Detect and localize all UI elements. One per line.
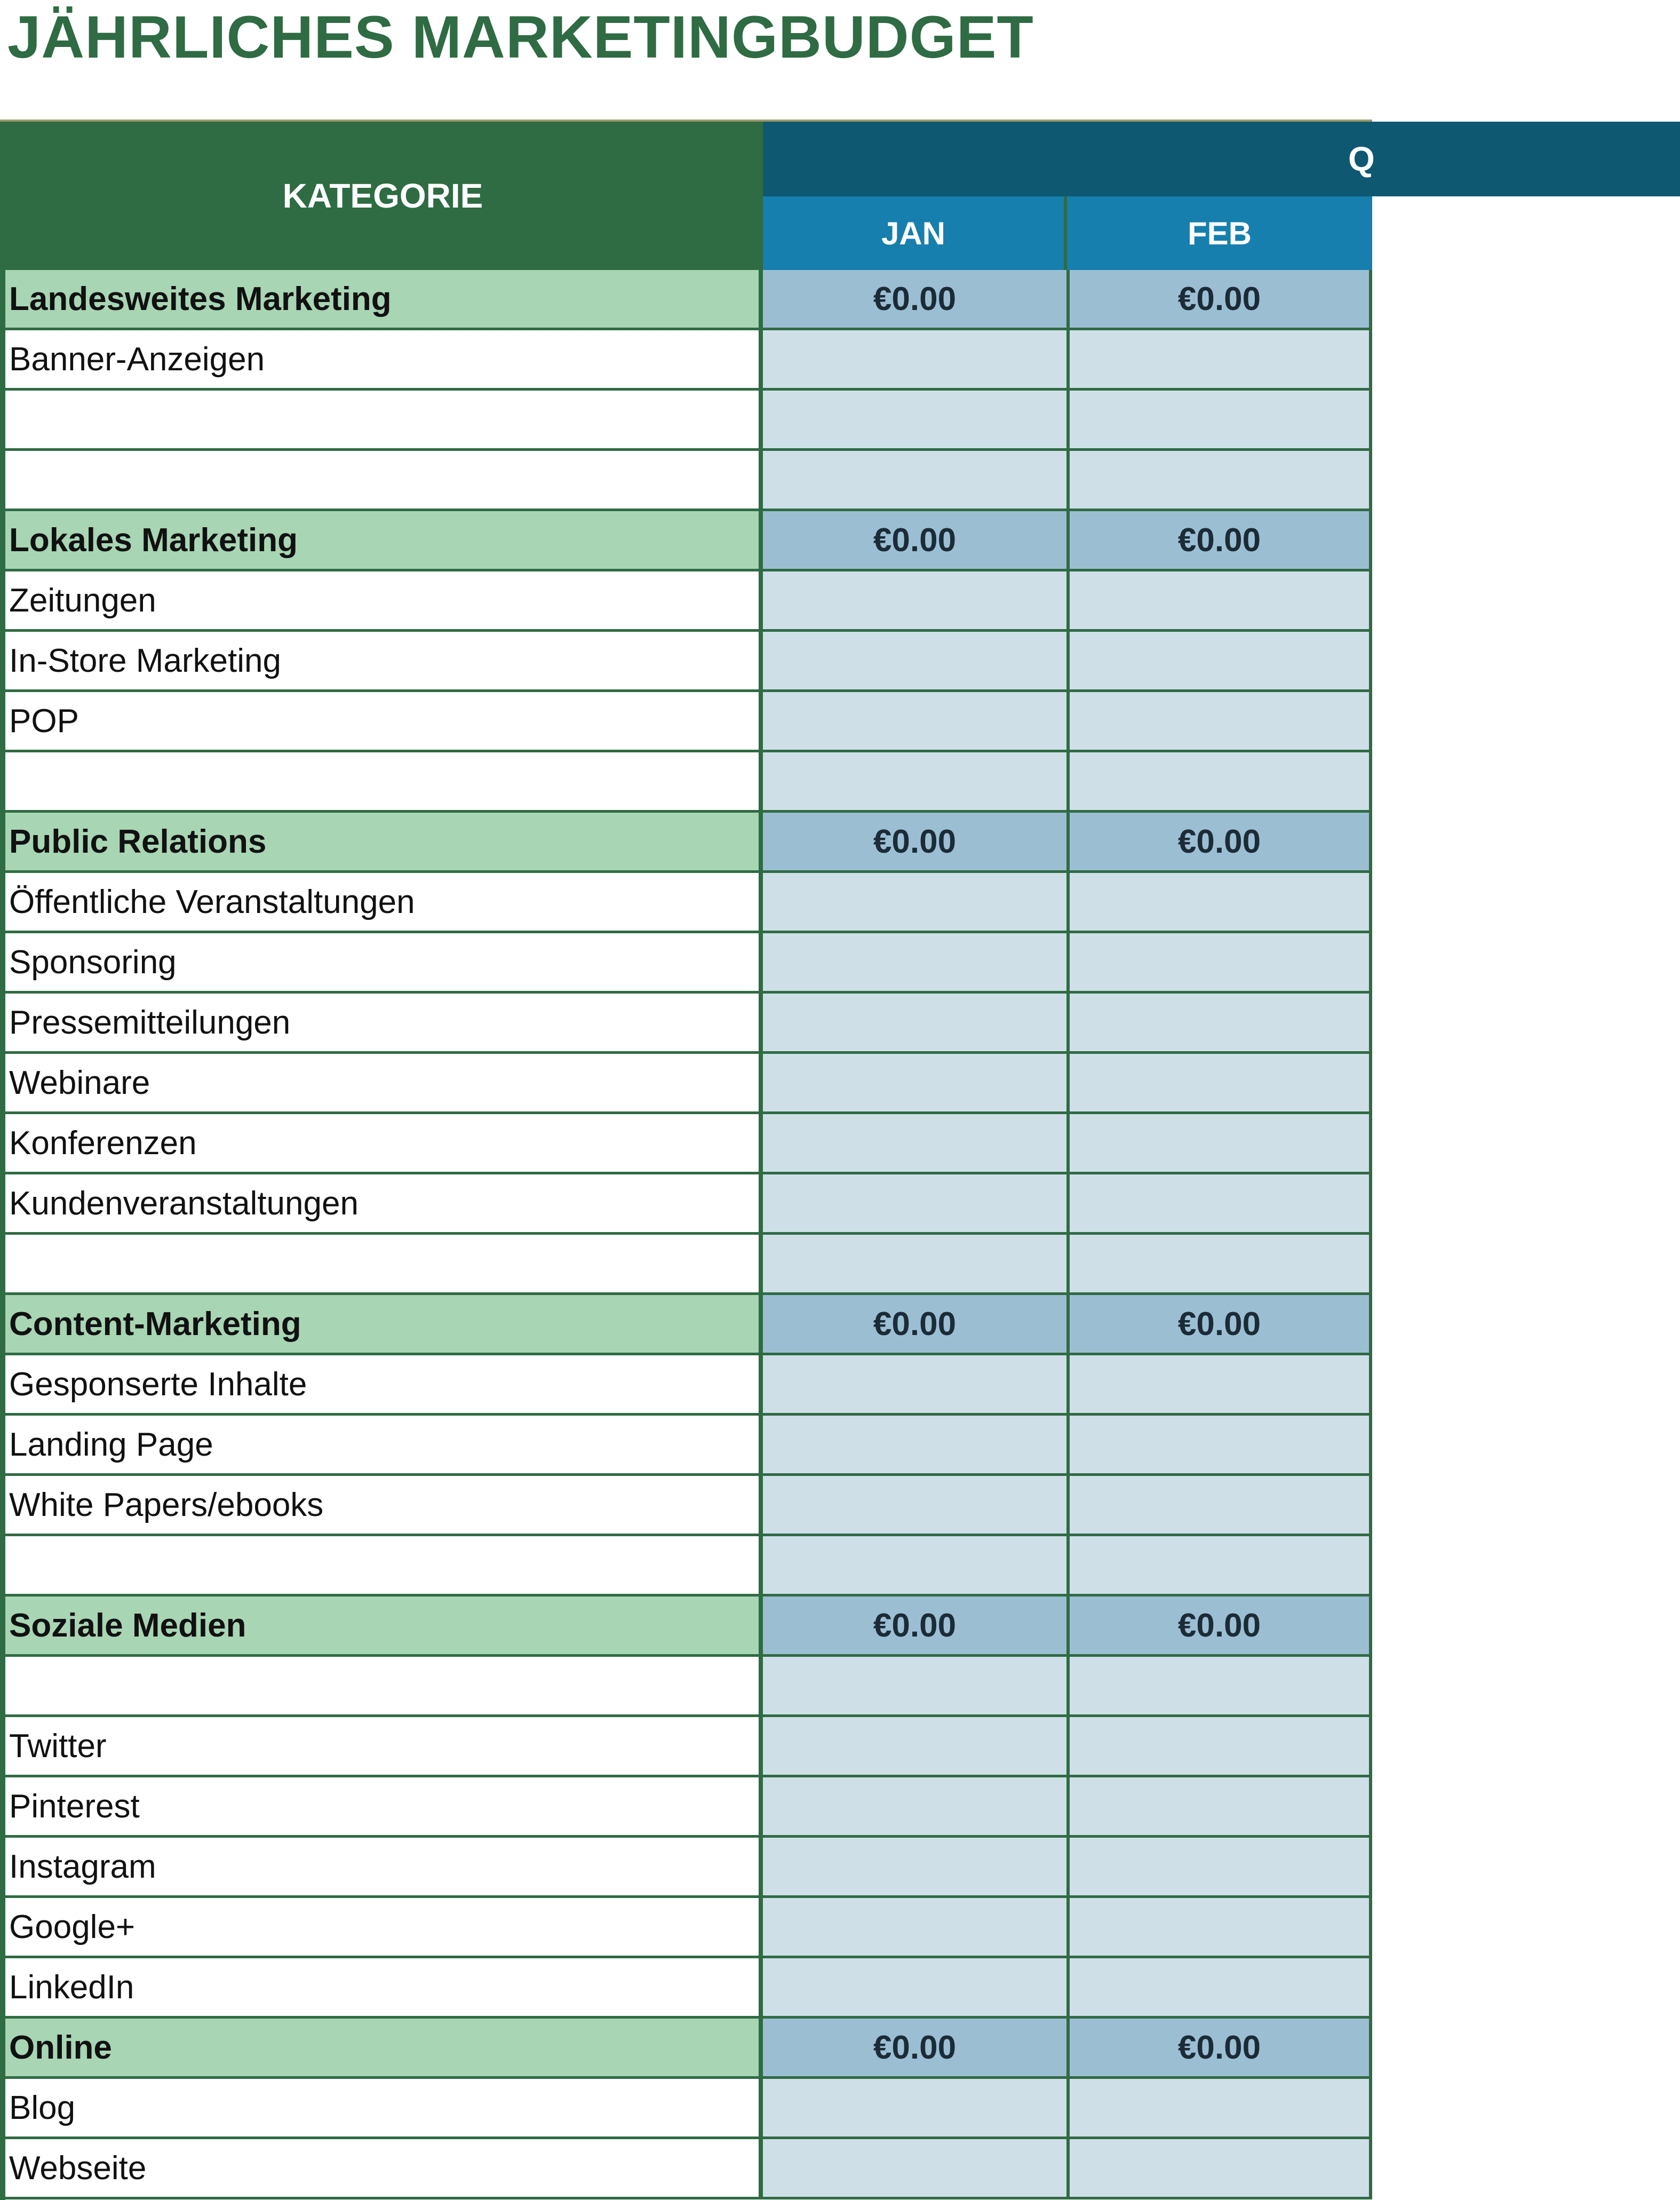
- item-value-jan[interactable]: [763, 571, 1070, 632]
- header-month-jan: JAN: [763, 196, 1067, 270]
- item-label[interactable]: Pinterest: [3, 1777, 763, 1838]
- table-row: [3, 1355, 1372, 1416]
- table-row: [3, 1416, 1372, 1476]
- item-value-jan[interactable]: [763, 1777, 1070, 1838]
- item-value-jan[interactable]: [763, 1657, 1070, 1717]
- item-label[interactable]: Twitter: [3, 1717, 763, 1777]
- header-quarter-label: Q: [1348, 140, 1375, 178]
- table-row: [3, 2139, 1372, 2199]
- item-label[interactable]: LinkedIn: [3, 1958, 763, 2019]
- group-total-feb[interactable]: €0.00: [1070, 2019, 1372, 2079]
- table-row: [3, 1536, 1372, 1597]
- table-row: [3, 752, 1372, 813]
- item-value-feb[interactable]: [1070, 752, 1372, 813]
- item-value-jan[interactable]: [763, 330, 1070, 391]
- table-row: [3, 571, 1372, 632]
- item-label[interactable]: [3, 451, 763, 511]
- item-value-jan[interactable]: [763, 1054, 1070, 1114]
- item-value-jan[interactable]: [763, 632, 1070, 692]
- group-row: [3, 1597, 1372, 1657]
- table-row: [3, 1174, 1372, 1235]
- item-label[interactable]: [3, 1536, 763, 1597]
- table-row: [3, 1114, 1372, 1174]
- group-label[interactable]: Content-Marketing: [3, 1295, 763, 1355]
- item-label[interactable]: Landing Page: [3, 1416, 763, 1476]
- table-row: [3, 1657, 1372, 1717]
- item-value-jan[interactable]: [763, 1958, 1070, 2019]
- item-value-feb[interactable]: [1070, 1958, 1372, 2019]
- item-label[interactable]: Öffentliche Veranstaltungen: [3, 873, 763, 933]
- item-value-jan[interactable]: [763, 1476, 1070, 1536]
- table-row: [3, 632, 1372, 692]
- item-value-jan[interactable]: [763, 1838, 1070, 1898]
- item-label[interactable]: Kundenveranstaltungen: [3, 1174, 763, 1235]
- item-label[interactable]: In-Store Marketing: [3, 632, 763, 692]
- item-label[interactable]: [3, 1235, 763, 1295]
- header-month-feb: FEB: [1067, 196, 1372, 270]
- item-label[interactable]: [3, 391, 763, 451]
- item-value-jan[interactable]: [763, 1536, 1070, 1597]
- item-label[interactable]: White Papers/ebooks: [3, 1476, 763, 1536]
- item-value-jan[interactable]: [763, 994, 1070, 1054]
- group-row: [3, 813, 1372, 873]
- item-label[interactable]: [3, 1657, 763, 1717]
- item-value-jan[interactable]: [763, 1898, 1070, 1958]
- table-row: [3, 451, 1372, 511]
- item-value-jan[interactable]: [763, 752, 1070, 813]
- item-value-feb[interactable]: [1070, 933, 1372, 994]
- item-value-feb[interactable]: [1070, 330, 1372, 391]
- item-value-feb[interactable]: [1070, 571, 1372, 632]
- item-label[interactable]: Konferenzen: [3, 1114, 763, 1174]
- item-value-feb[interactable]: [1070, 2139, 1372, 2199]
- group-total-jan[interactable]: €0.00: [763, 270, 1070, 330]
- item-label[interactable]: Sponsoring: [3, 933, 763, 994]
- item-value-feb[interactable]: [1070, 1657, 1372, 1717]
- item-value-feb[interactable]: [1070, 1898, 1372, 1958]
- group-row: [3, 2019, 1372, 2079]
- group-row: [3, 511, 1372, 571]
- item-value-feb[interactable]: [1070, 1355, 1372, 1416]
- table-row: [3, 2079, 1372, 2139]
- group-total-jan[interactable]: €0.00: [763, 1597, 1070, 1657]
- item-value-feb[interactable]: [1070, 1717, 1372, 1777]
- item-value-jan[interactable]: [763, 933, 1070, 994]
- item-value-jan[interactable]: [763, 692, 1070, 752]
- item-value-feb[interactable]: [1070, 1114, 1372, 1174]
- item-label[interactable]: [3, 752, 763, 813]
- item-value-feb[interactable]: [1070, 1416, 1372, 1476]
- item-value-feb[interactable]: [1070, 1235, 1372, 1295]
- item-label[interactable]: Google+: [3, 1898, 763, 1958]
- item-label[interactable]: Gesponserte Inhalte: [3, 1355, 763, 1416]
- header-category: [3, 122, 763, 270]
- table-row: [3, 1898, 1372, 1958]
- item-label[interactable]: Webseite: [3, 2139, 763, 2199]
- item-value-jan[interactable]: [763, 451, 1070, 511]
- table-row: [3, 391, 1372, 451]
- group-total-jan[interactable]: €0.00: [763, 813, 1070, 873]
- item-value-feb[interactable]: [1070, 692, 1372, 752]
- item-value-jan[interactable]: [763, 1355, 1070, 1416]
- table-row: [3, 994, 1372, 1054]
- group-label[interactable]: Online: [3, 2019, 763, 2079]
- group-total-feb[interactable]: €0.00: [1070, 1597, 1372, 1657]
- table-row: [3, 692, 1372, 752]
- item-value-feb[interactable]: [1070, 1838, 1372, 1898]
- table-row: [3, 873, 1372, 933]
- group-label[interactable]: Lokales Marketing: [3, 511, 763, 571]
- item-value-feb[interactable]: [1070, 2079, 1372, 2139]
- item-label[interactable]: Banner-Anzeigen: [3, 330, 763, 391]
- item-value-jan[interactable]: [763, 2079, 1070, 2139]
- item-value-feb[interactable]: [1070, 873, 1372, 933]
- item-value-jan[interactable]: [763, 2139, 1070, 2199]
- item-value-feb[interactable]: [1070, 1054, 1372, 1114]
- group-label[interactable]: Soziale Medien: [3, 1597, 763, 1657]
- table-row: [3, 1235, 1372, 1295]
- table-row: [3, 933, 1372, 994]
- group-total-jan[interactable]: €0.00: [763, 511, 1070, 571]
- item-label[interactable]: Blog: [3, 2079, 763, 2139]
- item-value-feb[interactable]: [1070, 1536, 1372, 1597]
- group-label[interactable]: Public Relations: [3, 813, 763, 873]
- table-row: [3, 1958, 1372, 2019]
- item-value-jan[interactable]: [763, 1114, 1070, 1174]
- item-value-feb[interactable]: [1070, 1777, 1372, 1838]
- item-value-feb[interactable]: [1070, 994, 1372, 1054]
- group-row: [3, 270, 1372, 330]
- table-row: [3, 1476, 1372, 1536]
- item-value-jan[interactable]: [763, 1235, 1070, 1295]
- item-value-jan[interactable]: [763, 1717, 1070, 1777]
- header-category-label: KATEGORIE: [282, 177, 483, 215]
- group-total-feb[interactable]: €0.00: [1070, 270, 1372, 330]
- item-value-feb[interactable]: [1070, 391, 1372, 451]
- item-value-feb[interactable]: [1070, 1476, 1372, 1536]
- table-row: [3, 1777, 1372, 1838]
- group-total-feb[interactable]: €0.00: [1070, 813, 1372, 873]
- item-value-jan[interactable]: [763, 873, 1070, 933]
- header-quarter: [763, 122, 1680, 196]
- item-value-jan[interactable]: [763, 1416, 1070, 1476]
- item-value-jan[interactable]: [763, 391, 1070, 451]
- group-row: [3, 1295, 1372, 1355]
- group-total-feb[interactable]: €0.00: [1070, 1295, 1372, 1355]
- item-value-jan[interactable]: [763, 1174, 1070, 1235]
- table-row: [3, 1838, 1372, 1898]
- table-row: [3, 1717, 1372, 1777]
- item-value-feb[interactable]: [1070, 1174, 1372, 1235]
- item-value-feb[interactable]: [1070, 451, 1372, 511]
- item-label[interactable]: POP: [3, 692, 763, 752]
- table-left-border: [0, 122, 5, 2200]
- page-title: JÄHRLICHES MARKETINGBUDGET: [7, 4, 1034, 70]
- group-total-jan[interactable]: €0.00: [763, 1295, 1070, 1355]
- item-label[interactable]: Instagram: [3, 1838, 763, 1898]
- table-row: [3, 1054, 1372, 1114]
- item-label[interactable]: Zeitungen: [3, 571, 763, 632]
- group-total-jan[interactable]: €0.00: [763, 2019, 1070, 2079]
- table-row: [3, 330, 1372, 391]
- item-value-feb[interactable]: [1070, 632, 1372, 692]
- item-label[interactable]: Pressemitteilungen: [3, 994, 763, 1054]
- item-label[interactable]: Webinare: [3, 1054, 763, 1114]
- group-total-feb[interactable]: €0.00: [1070, 511, 1372, 571]
- group-label[interactable]: Landesweites Marketing: [3, 270, 763, 330]
